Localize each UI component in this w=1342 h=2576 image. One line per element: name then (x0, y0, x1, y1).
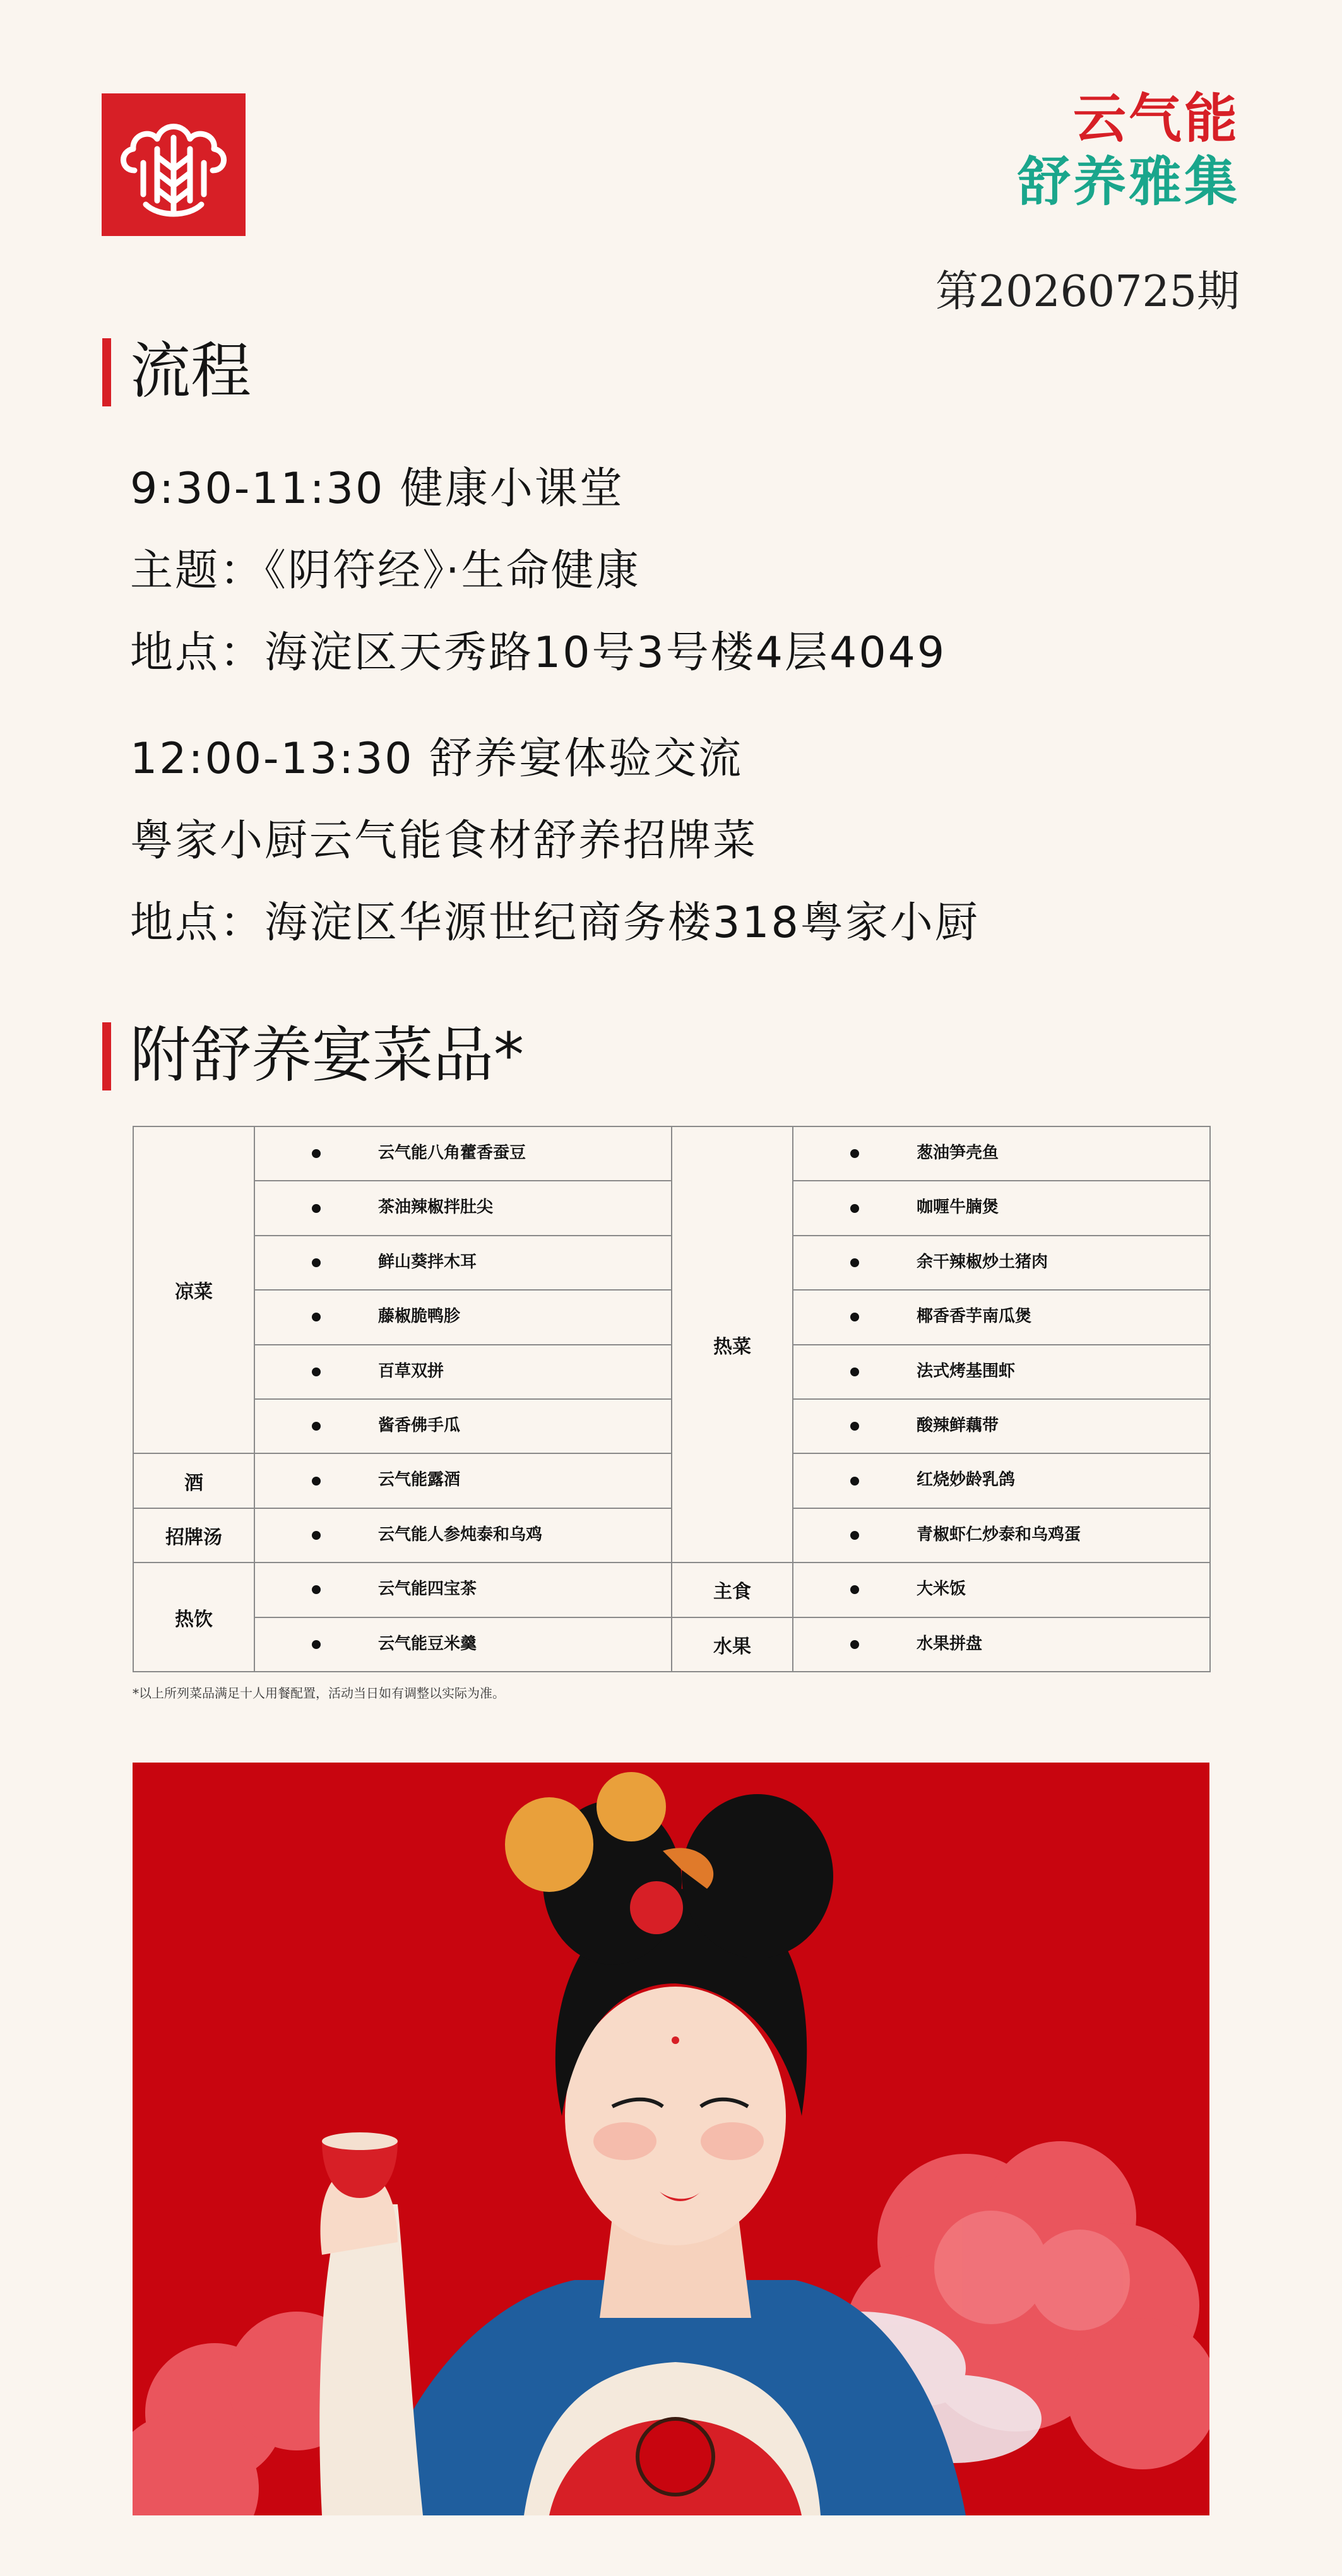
menu-item: 法式烤基围虾 (793, 1345, 1210, 1399)
bullet-icon (312, 1531, 321, 1540)
menu-item: 云气能豆米羹 (254, 1617, 672, 1672)
brand-header (1018, 87, 1240, 213)
menu-item: 云气能人参炖泰和乌鸡 (254, 1508, 672, 1563)
menu-item: 云气能露酒 (254, 1453, 672, 1508)
menu-item: 茶油辣椒拌肚尖 (254, 1181, 672, 1235)
bullet-icon (312, 1585, 321, 1594)
bullet-icon (312, 1640, 321, 1649)
bullet-icon (850, 1477, 859, 1486)
menu-item: 葱油笋壳鱼 (793, 1126, 1210, 1181)
issue-number: 第20260725期 (935, 267, 1240, 317)
hero-illustration (133, 1763, 1209, 2515)
menu-item: 酱香佛手瓜 (254, 1399, 672, 1453)
process-title: 流程 (102, 333, 251, 409)
category-soup: 招牌汤 (133, 1508, 254, 1563)
table-row (133, 1126, 1210, 1181)
menu-item: 鲜山葵拌木耳 (254, 1236, 672, 1290)
category-hot: 热菜 (672, 1126, 793, 1563)
wheat-cloud-logo-icon (102, 93, 246, 236)
bullet-icon (312, 1258, 321, 1267)
bullet-icon (312, 1477, 321, 1486)
bullet-icon (850, 1422, 859, 1431)
menu-item: 余干辣椒炒土猪肉 (793, 1236, 1210, 1290)
bullet-icon (312, 1313, 321, 1321)
menu-item: 藤椒脆鸭胗 (254, 1290, 672, 1344)
category-cold: 凉菜 (133, 1126, 254, 1453)
bullet-icon (850, 1531, 859, 1540)
menu-item: 青椒虾仁炒泰和乌鸡蛋 (793, 1508, 1210, 1563)
session2-time: 12:00-13:30 舒养宴体验交流 (130, 734, 744, 784)
menu-item: 红烧妙龄乳鸽 (793, 1453, 1210, 1508)
category-fruit: 水果 (672, 1617, 793, 1672)
menu-title: 附舒养宴菜品* (102, 1017, 524, 1093)
bullet-icon (850, 1258, 859, 1267)
bullet-icon (850, 1585, 859, 1594)
menu-table (133, 1126, 1211, 1672)
menu-item: 水果拼盘 (793, 1617, 1210, 1672)
tang-lady-holding-cup-illustration (133, 1763, 1209, 2515)
session2-desc: 粤家小厨云气能食材舒养招牌菜 (130, 816, 758, 866)
bullet-icon (850, 1368, 859, 1376)
menu-footnote: *以上所列菜品满足十人用餐配置，活动当日如有调整以实际为准。 (133, 1686, 505, 1701)
menu-item: 百草双拼 (254, 1345, 672, 1399)
bullet-icon (312, 1422, 321, 1431)
table-row (133, 1617, 1210, 1672)
menu-item: 云气能八角藿香蚕豆 (254, 1126, 672, 1181)
session2-location: 地点：海淀区华源世纪商务楼318粤家小厨 (130, 898, 980, 948)
category-staple: 主食 (672, 1563, 793, 1617)
menu-item: 大米饭 (793, 1563, 1210, 1617)
bullet-icon (312, 1204, 321, 1213)
bullet-icon (850, 1640, 859, 1649)
menu-item: 云气能四宝茶 (254, 1563, 672, 1617)
menu-item: 椰香香芋南瓜煲 (793, 1290, 1210, 1344)
session1-time: 9:30-11:30 健康小课堂 (130, 464, 624, 514)
brand-subtitle: 舒养雅集 (1017, 151, 1240, 213)
table-row (133, 1563, 1210, 1617)
bullet-icon (850, 1149, 859, 1158)
bullet-icon (850, 1313, 859, 1321)
bullet-icon (312, 1149, 321, 1158)
brand-logo (102, 93, 246, 236)
brand-name: 云气能 (1072, 88, 1240, 150)
category-wine: 酒 (133, 1453, 254, 1508)
session1-location: 地点：海淀区天秀路10号3号楼4层4049 (130, 628, 947, 678)
bullet-icon (850, 1204, 859, 1213)
menu-item: 酸辣鲜藕带 (793, 1399, 1210, 1453)
category-hotdrink: 热饮 (133, 1563, 254, 1672)
menu-item: 咖喱牛腩煲 (793, 1181, 1210, 1235)
session1-topic: 主题：《阴符经》·生命健康 (130, 546, 641, 596)
bullet-icon (312, 1368, 321, 1376)
